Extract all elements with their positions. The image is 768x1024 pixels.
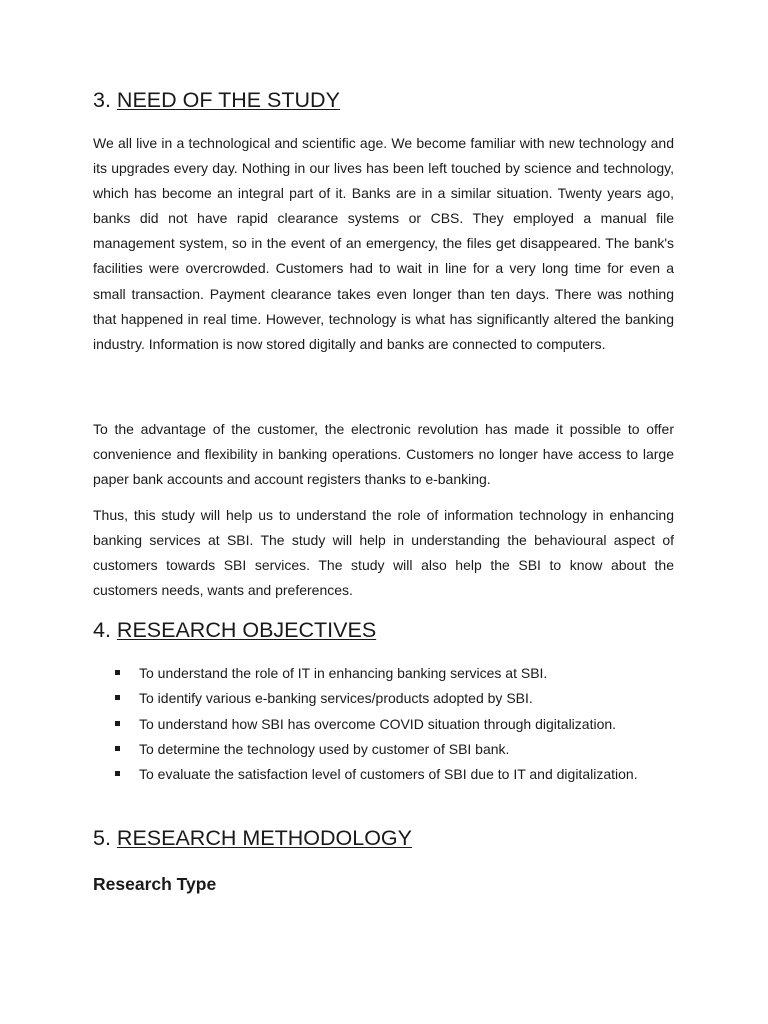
bullet-square-icon [115, 695, 120, 700]
heading-title: RESEARCH METHODOLOGY [116, 826, 412, 850]
heading-research-methodology [93, 825, 412, 851]
list-item-text: To determine the technology used by customer of SBI bank. [139, 740, 510, 757]
paragraph-need-1: We all live in a technological and scientific age. We become familiar with new technology and its upgrades every day. Nothing in our lives has been left touched by science and technology, which has become an integral part of it. Banks are in a similar situation. Twenty years ago, banks did not have rapid clearance systems or CBS. They employed a manual file management system, so in the event of an emergency, the files get disappeared. The bank's facilities were overcrowded. Customers had to wait in line for a very long time for even a small transaction. Payment clearance takes even longer than ten days. There was nothing that happened in real time. However, technology is what has significantly altered the banking industry. Information is now stored digitally and banks are connected to computers. [93, 135, 674, 352]
list-item [93, 737, 674, 762]
bullet-square-icon [115, 771, 120, 776]
list-item [93, 686, 674, 711]
paragraph-need-2: To the advantage of the customer, the electronic revolution has made it possible to offer convenience and flexibility in banking operations. Customers no longer have access to large paper bank accounts and account registers thanks to e-banking. [93, 421, 674, 488]
list-item-text: To evaluate the satisfaction level of customers of SBI due to IT and digitalization. [139, 766, 638, 783]
list-item-text: To identify various e-banking services/products adopted by SBI. [139, 690, 533, 707]
list-item [93, 762, 674, 787]
paragraph-need-3: Thus, this study will help us to understand the role of information technology in enhancing banking services at SBI. The study will help in understanding the behavioural aspect of customers towards SBI services. The study will also help the SBI to know about the customers needs, wants and preferences. [93, 507, 674, 599]
list-item [93, 661, 674, 686]
objectives-list [93, 661, 674, 787]
heading-research-objectives [93, 617, 376, 643]
list-item-text: To understand the role of IT in enhancing banking services at SBI. [139, 665, 548, 681]
heading-number: 3. [93, 88, 111, 112]
bullet-square-icon [115, 721, 120, 726]
bullet-square-icon [115, 670, 120, 675]
list-item-text: To understand how SBI has overcome COVID situation through digitalization. [139, 715, 617, 732]
subheading-research-type: Research Type [93, 874, 217, 894]
heading-title: NEED OF THE STUDY [116, 88, 340, 112]
bullet-square-icon [115, 746, 120, 751]
heading-number: 4. [93, 618, 111, 642]
heading-title: RESEARCH OBJECTIVES [116, 618, 377, 642]
list-item [93, 712, 674, 737]
heading-number: 5. [93, 826, 111, 850]
heading-need-of-the-study [93, 87, 340, 113]
